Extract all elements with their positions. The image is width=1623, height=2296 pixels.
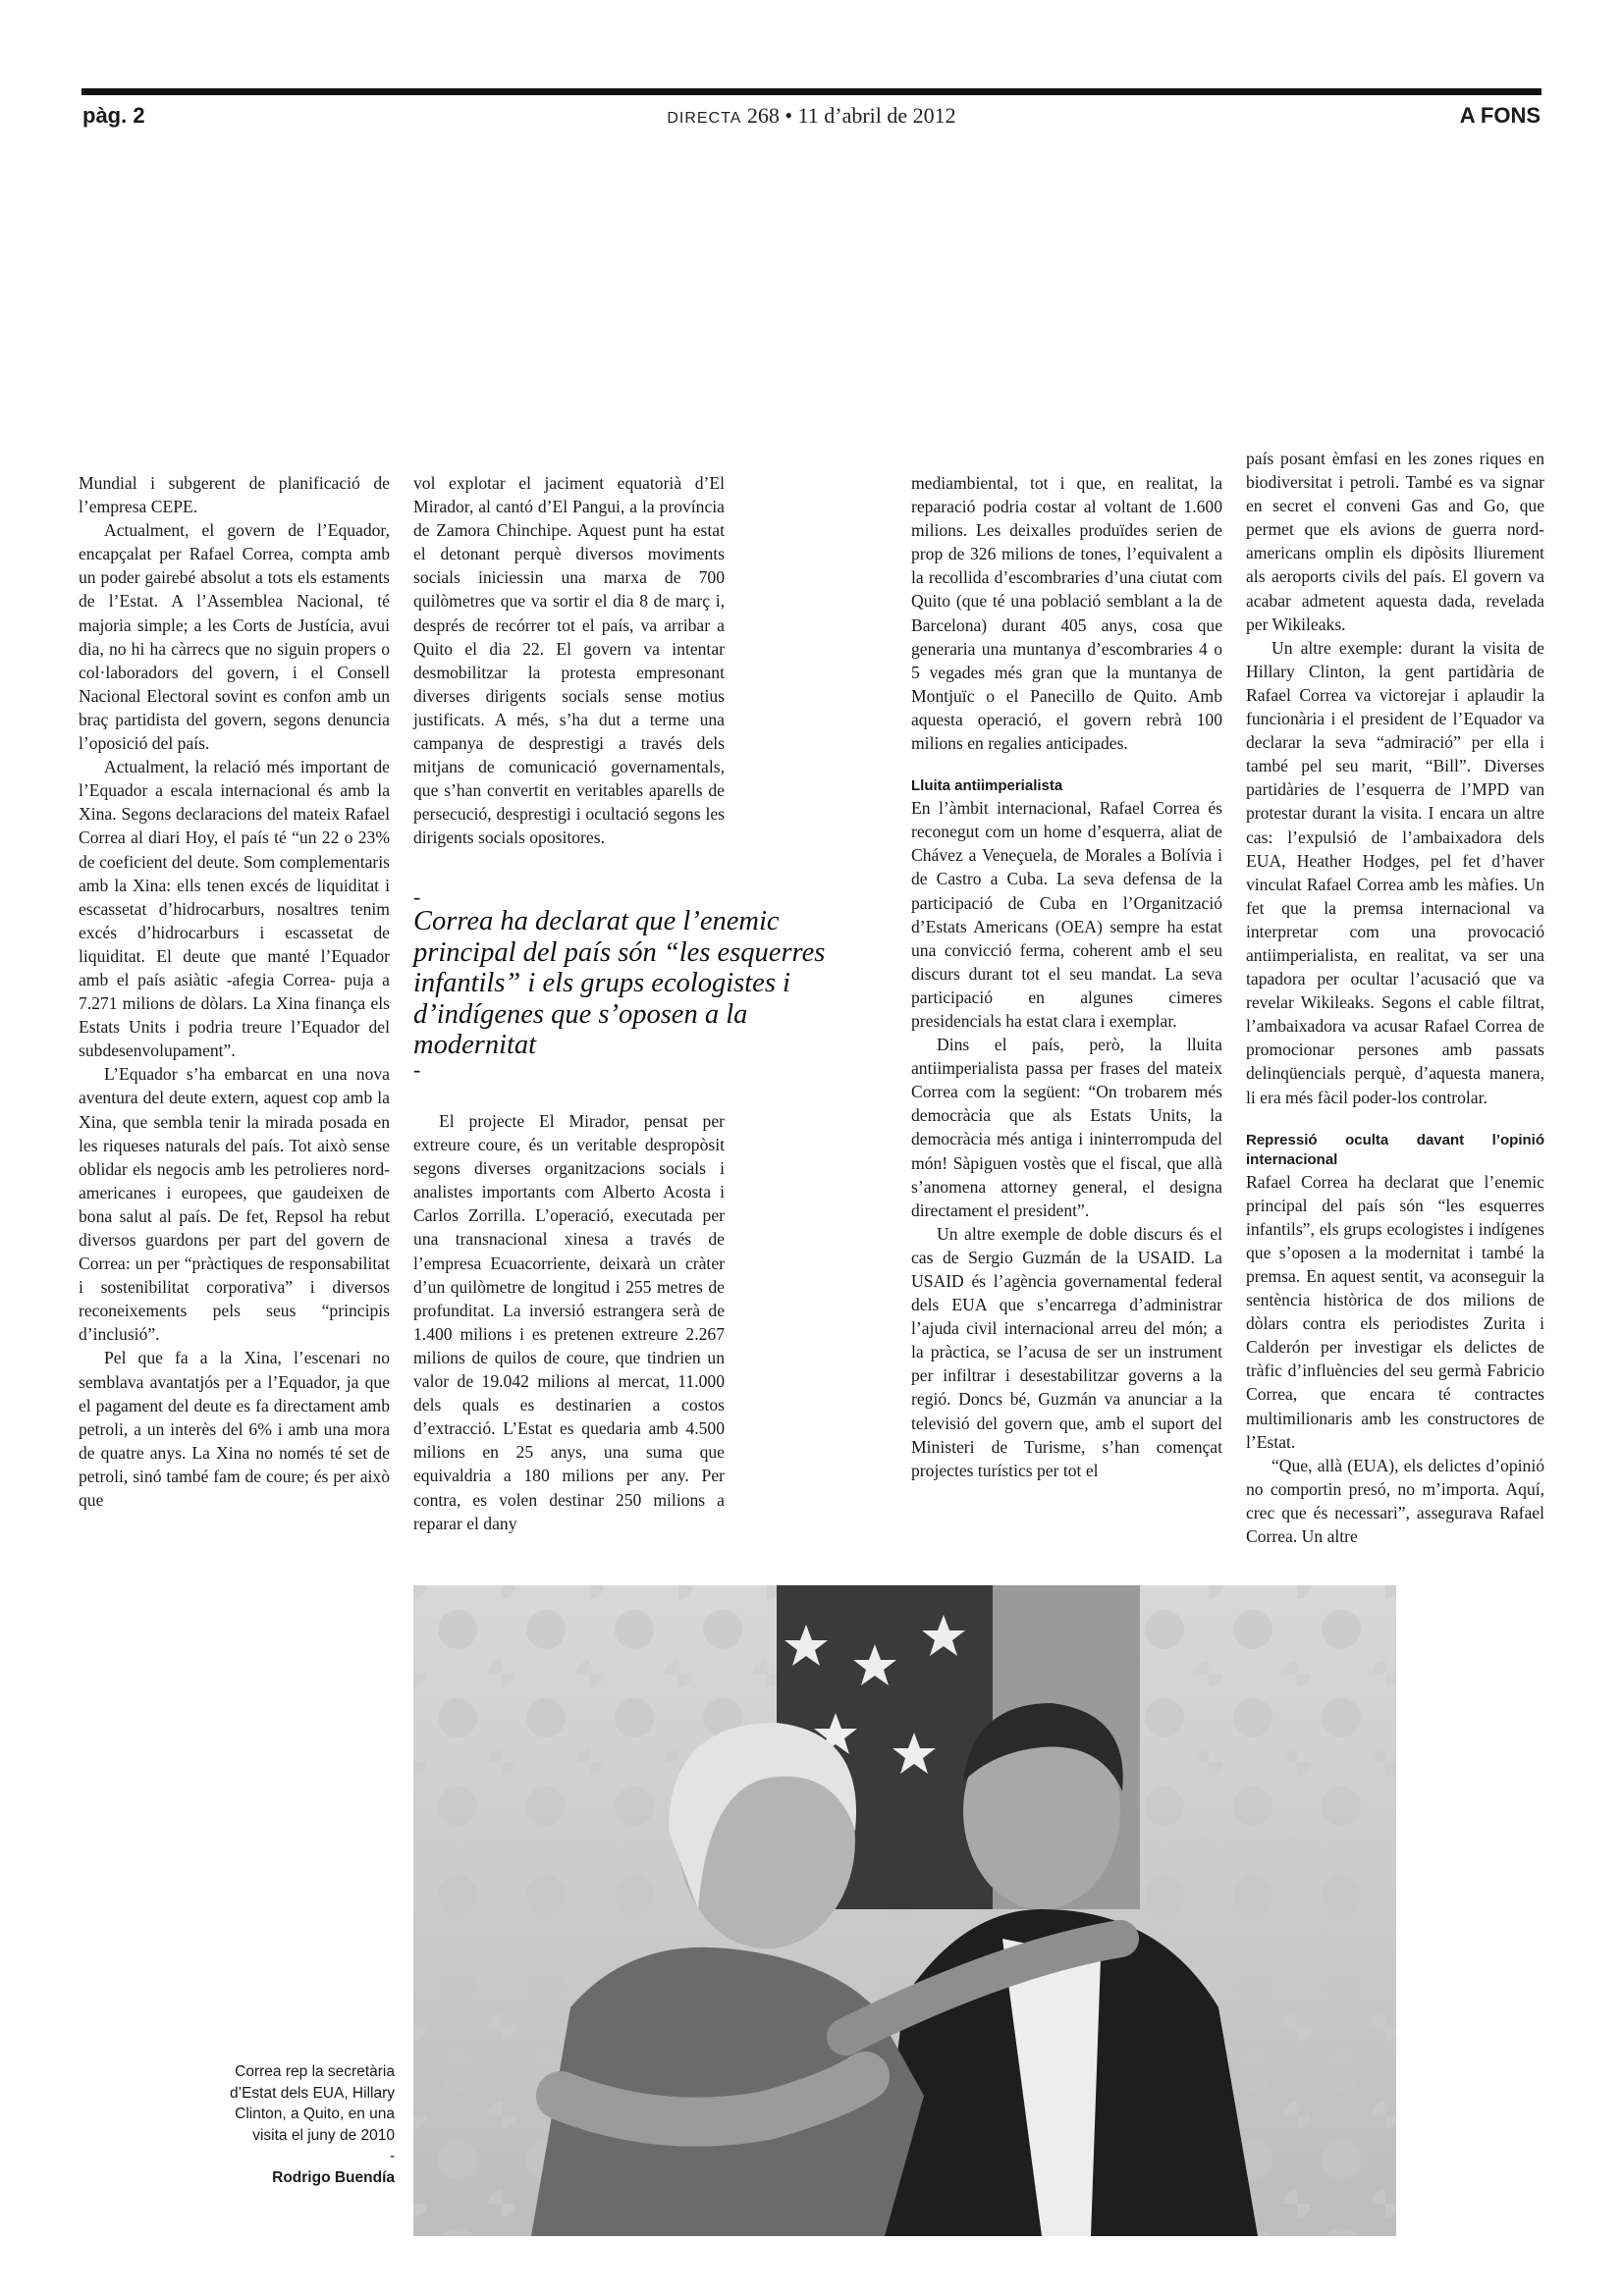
issue-date: 268 • 11 d’abril de 2012 [746,103,956,128]
subheading: Lluita antiimperialista [911,777,1063,795]
paragraph: Dins el país, però, la lluita antiimperialista passa per frases del mateix Correa com la següent: “On trobarem més democràcia que als Estats Units, la democràcia més antiga i ininterrompuda del món! Sàpiguen vostès que el fiscal, que allà s’anomena attorney general, el designa directament el president”. [911,1035,1222,1220]
paragraph: país posant èmfasi en les zones riques en biodiversitat i petroli. També es va signar en secret el conveni Gas and Go, que permet que els avions de guerra nord-americans omplin els dipòsits lliurement als aeroports civils del país. El govern va acabar admetent aquesta dada, revelada per Wikileaks. [1246,449,1544,634]
column-3 [911,471,1222,1482]
column-4 [1246,447,1544,1548]
paragraph: vol explotar el jaciment equatorià d’El Mirador, al cantó d’El Pangui, a la província de Zamora Chinchipe. Aquest punt ha estat el detonant perquè diversos moviments socials iniciessin una marxa de 700 quilòmetres que va sortir el dia 8 de març i, després de recórrer tot el país, va arribar a Quito el dia 22. El govern va intentar desmobilitzar la protesta empresonant diverses dirigents socials sense motius justificats. A més, s’ha dut a terme una campanya de desprestigi a través dels mitjans de comunicació governamentals, que s’han convertit en veritables aparells de persecució, desprestigi i ocultació segons les dirigents socials opositores. [413,473,725,848]
page-number: pàg. 2 [82,103,145,128]
column-2 [413,471,725,850]
pull-quote-dash-top: - [413,884,421,909]
paragraph: En l’àmbit internacional, Rafael Correa és reconegut com un home d’esquerra, aliat de Chávez a Veneçuela, de Morales a Bolívia i de Castro a Cuba. La seva defensa de la participació de Cuba en l’Organització d’Estats Americans (OEA) sempre ha estat una convicció ferma, coherent amb el seu discurs durant tot el seu mandat. La seva participació en algunes cimeres presidencials ha estat clara i exemplar. [911,798,1222,1031]
subheading: Repressió oculta davant l’opinió internacional [1246,1131,1544,1168]
pull-quote-dash-bottom: - [413,1056,421,1082]
section-name: A FONS [1459,103,1541,128]
caption-dash: - [389,2148,395,2164]
issue-line [0,102,1623,133]
paragraph: “Que, allà (EUA), els delictes d’opinió no comportin presó, no m’importa. Aquí, crec que és necessari”, assegurava Rafael Correa. Un altre [1246,1455,1544,1547]
paragraph: El projecte El Mirador, pensat per extreure coure, és un veritable despropòsit segons diverses organitzacions socials i analistes importants com Alberto Acosta i Carlos Zorrilla. L’operació, executada per una transnacional xinesa a través de l’empresa Ecuacorriente, deixarà un cràter d’un quilòmetre de longitud i 255 metres de profunditat. La inversió estrangera serà de 1.400 milions i es pretenen extreure 2.267 milions de quilos de coure, que tindrien un valor de 19.042 milions al mercat, 11.000 dels quals es destinarien a costos d’extracció. L’Estat es quedaria amb 4.500 milions en 25 anys, una suma que equivaldria a 180 milions per any. Per contra, es volen destinar 250 milions a reparar el dany [413,1111,725,1533]
caption-text: Correa rep la secretària d’Estat dels EUA, Hillary Clinton, a Quito, en una visita el juny de 2010 [230,2063,395,2144]
paragraph: L’Equador s’ha embarcat en una nova aventura del deute extern, aquest cop amb la Xina, que sembla tenir la mirada posada en les riqueses naturals del país. Tot això sense oblidar els negocis amb les petrolieres nord-americanes i europees, que gaudeixen de bona salut al país. De fet, Repsol ha rebut diversos guardons per part del govern de Correa: un per “pràctiques de responsabilitat i sostenibilitat corporativa” i diversos reconeixements pels seus “principis d’inclusió”. [79,1064,390,1345]
publication-name: DIRECTA [667,110,742,127]
paragraph: Actualment, el govern de l’Equador, encapçalat per Rafael Correa, compta amb un poder gairebé absolut a tots els estaments de l’Estat. A l’Assemblea Nacional, té majoria simple; a les Corts de Justícia, avui dia, no hi ha càrrecs que no siguin propers o col·laboradors del govern, i el Consell Nacional Electoral sovint es confon amb un braç partidista del govern, segons denuncia l’oposició del país. [79,520,390,754]
pull-quote-text: Correa ha declarat que l’enemic principal del país són “les esquerres infantils” i els grups ecologistes i d’indígenes que s’oposen a la modernitat [413,906,826,1060]
paragraph: mediambiental, tot i que, en realitat, la reparació podria costar al voltant de 1.600 milions. Les deixalles produïdes serien de prop de 326 milions de tones, l’equivalent a la recollida d’escombraries d’una ciutat com Quito (que té una població semblant a la de Barcelona) durant 405 anys, cosa que generaria una muntanya d’escombraries 4 o 5 vegades més gran que la muntanya de Montjuïc o el Panecillo de Quito. Amb aquesta operació, el govern rebrà 100 milions en regalies anticipades. [911,473,1222,754]
paragraph: Un altre exemple: durant la visita de Hillary Clinton, la gent partidària de Rafael Correa va victorejar i aplaudir la funcionària i el president de l’Equador va declarar la seva “admiració” per ella i també pel seu marit, “Bill”. Diverses partidàries de l’esquerra de l’MPD van protestar durant la visita. I encara un altre cas: l’expulsió de l’ambaixadora dels EUA, Heather Hodges, pel fet d’haver vinculat Rafael Correa amb les màfies. Un fet que la premsa internacional va interpretar com una provocació antiimperialista, en realitat, va ser una tapadora per ocultar l’acusació que va revelar Wikileaks. Segons el cable filtrat, l’ambaixadora va acusar Rafael Correa de promocionar persones amb passats delinqüencials perquè, d’aquesta manera, li era més fàcil poder-los controlar. [1246,637,1544,1107]
paragraph: Rafael Correa ha declarat que l’enemic principal del país són “les esquerres infantils”, els grups ecologistes i indígenes que s’oposen a la modernitat i també la premsa. En aquest sentit, va aconseguir la sentència històrica de dos milions de dòlars contra els periodistes Zurita i Calderón per investigar els delictes de tràfic d’influències del seu germà Fabricio Correa, que encara té contractes multimilionaris amb les constructores de l’Estat. [1246,1171,1544,1452]
column-2-continued [413,1109,725,1535]
paragraph: Mundial i subgerent de planificació de l’empresa CEPE. [79,473,390,517]
header-rule [81,88,1542,95]
news-photo [413,1585,1396,2236]
paragraph: Un altre exemple de doble discurs és el cas de Sergio Guzmán de la USAID. La USAID és l’agència governamental federal dels EUA que s’encarrega d’administrar l’ajuda civil internacional arreu del món; a la pràctica, se l’acusa de ser un instrument per infiltrar i desestabilitzar governs a la regió. Doncs bé, Guzmán va anunciar a la televisió del govern que, amb el suport del Ministeri de Turisme, s’han començat projectes turístics per tot el [911,1223,1222,1480]
photo-credit: Rodrigo Buendía [272,2168,395,2186]
photo-caption [226,2061,395,2188]
paragraph: Actualment, la relació més important de l’Equador a escala internacional és amb la Xina. Segons declaracions del mateix Rafael Correa al diari Hoy, el país té “un 22 o 23% de coeficient del deute. Som complementaris amb la Xina: ells tenen excés de liquiditat i escassetat d’hidrocarburs, nosaltres tenim excés d’hidrocarburs i escassetat de liquiditat. El deute que manté l’Equador amb el país asiàtic -afegia Correa- puja a 7.271 milions de dòlars. La Xina finança els Estats Units i podria treure l’Equador del subdesenvolupament”. [79,757,390,1061]
column-1 [79,471,390,1512]
photo-illustration [413,1585,1396,2236]
paragraph: Pel que fa a la Xina, l’escenari no semblava avantatjós per a l’Equador, ja que el pagament del deute es fa directament amb petroli, a un interès del 6% i amb una mora de quatre anys. La Xina no només té set de petroli, sinó també fam de coure; és per això que [79,1348,390,1511]
pull-quote [413,884,845,1082]
